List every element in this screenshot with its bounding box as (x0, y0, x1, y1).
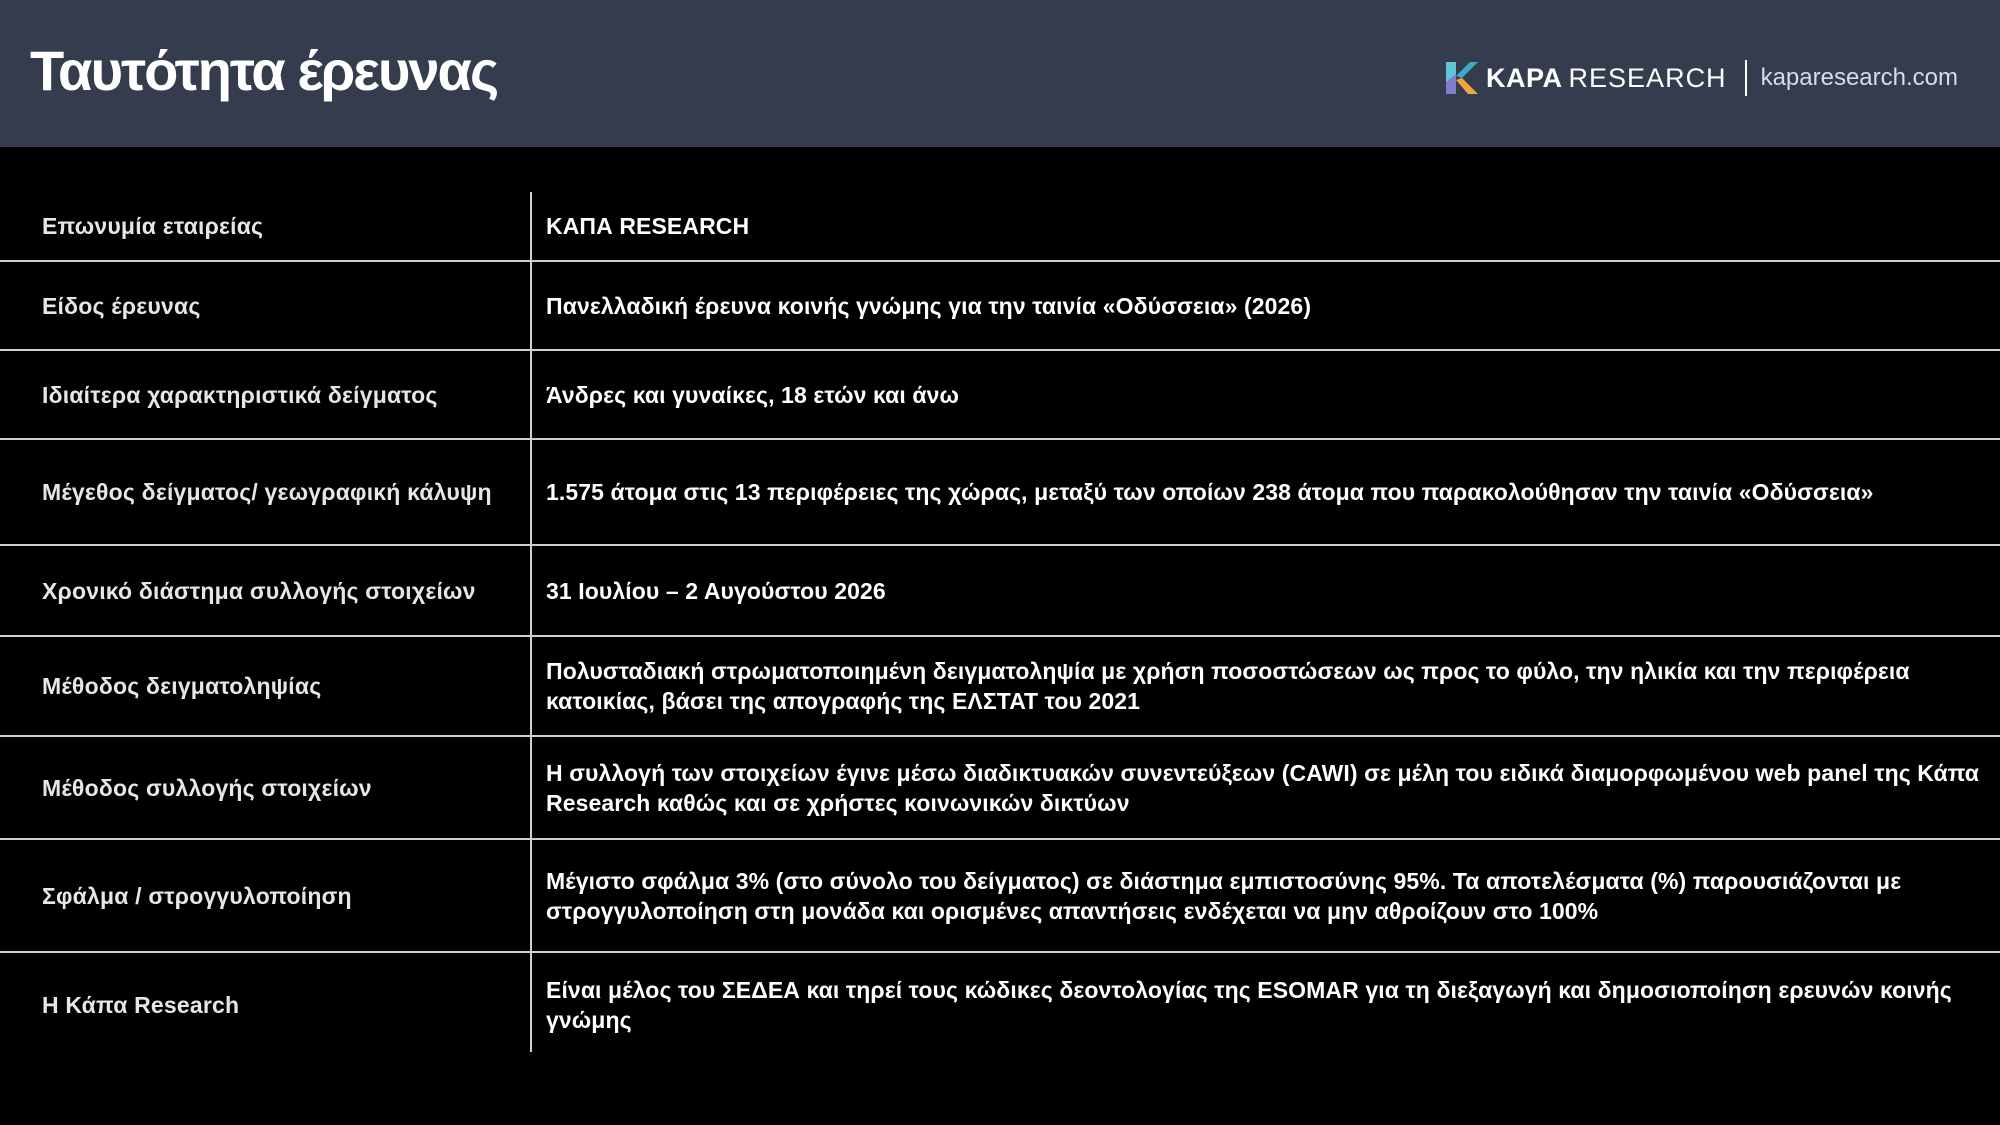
row-value: Η συλλογή των στοιχείων έγινε μέσω διαδικτυακών συνεντεύξεων (CAWI) σε μέλη του ειδικά διαμορφωμένου web panel της Κάπα Research καθώς και σε χρήστες κοινωνικών δικτύων (546, 759, 1980, 816)
table-row-sample-size (0, 440, 2000, 546)
row-value: ΚΑΠΑ RESEARCH (546, 213, 750, 239)
row-label: Σφάλμα / στρογγυλοποίηση (42, 882, 352, 909)
table-row-company (0, 192, 2000, 262)
table-row-error-rounding (0, 840, 2000, 953)
row-value: Πολυσταδιακή στρωματοποιημένη δειγματοληψία με χρήση ποσοστώσεων ως προς το φύλο, την ηλικία και την περιφέρεια κατοικίας, βάσει της απογραφής της ΕΛΣΤΑΤ του 2021 (546, 658, 1910, 714)
row-label: Είδος έρευνας (42, 292, 201, 319)
row-label: Ιδιαίτερα χαρακτηριστικά δείγματος (42, 381, 438, 408)
row-value: 31 Ιουλίου – 2 Αυγούστου 2026 (546, 577, 886, 604)
table-row-sampling-method (0, 637, 2000, 737)
brand-divider (1745, 60, 1747, 96)
table-row-sample-characteristics (0, 351, 2000, 440)
row-label: Μέγεθος δείγματος/ γεωγραφική κάλυψη (42, 479, 492, 505)
table-row-about-kapa (0, 953, 2000, 1057)
brand-url[interactable]: kaparesearch.com (1760, 64, 1958, 91)
row-label: Επωνυμία εταιρείας (42, 213, 264, 239)
brand-name-light: RESEARCH (1568, 62, 1727, 93)
row-value: Είναι μέλος του ΣΕΔΕΑ και τηρεί τους κώδικες δεοντολογίας της ESOMAR για τη διεξαγωγή και δημοσιοποίηση ερευνών κοινής γνώμης (546, 977, 1952, 1033)
brand-name-bold: KAPA (1486, 62, 1563, 93)
row-label: Χρονικό διάστημα συλλογής στοιχείων (42, 577, 476, 604)
table-row-collection-method (0, 737, 2000, 840)
row-label: Η Κάπα Research (42, 992, 240, 1018)
page-title: Ταυτότητα έρευνας (30, 39, 498, 102)
row-value: 1.575 άτομα στις 13 περιφέρειες της χώρας, μεταξύ των οποίων 238 άτομα που παρακολούθησαν την ταινία «Οδύσσεια» (546, 479, 1874, 505)
kapa-k-logo-icon (1444, 60, 1480, 96)
survey-identity-table (0, 192, 2000, 1057)
brand-block (1444, 57, 1958, 99)
row-value: Άνδρες και γυναίκες, 18 ετών και άνω (546, 381, 960, 408)
header-bar (0, 0, 2000, 147)
row-label: Μέθοδος συλλογής στοιχείων (42, 774, 372, 801)
row-value: Μέγιστο σφάλμα 3% (στο σύνολο του δείγματος) σε διάστημα εμπιστοσύνης 95%. Τα αποτελέσματα (%) παρουσιάζονται με στρογγυλοποίηση στη μονάδα και ορισμένες απαντήσεις ενδέχεται να μην αθροίζουν στο 100% (546, 867, 1902, 924)
table-row-collection-period (0, 546, 2000, 637)
row-value: Πανελλαδική έρευνα κοινής γνώμης για την ταινία «Οδύσσεια» (2026) (546, 292, 1312, 319)
table-row-survey-type (0, 262, 2000, 351)
row-label: Μέθοδος δειγματοληψίας (42, 673, 322, 699)
